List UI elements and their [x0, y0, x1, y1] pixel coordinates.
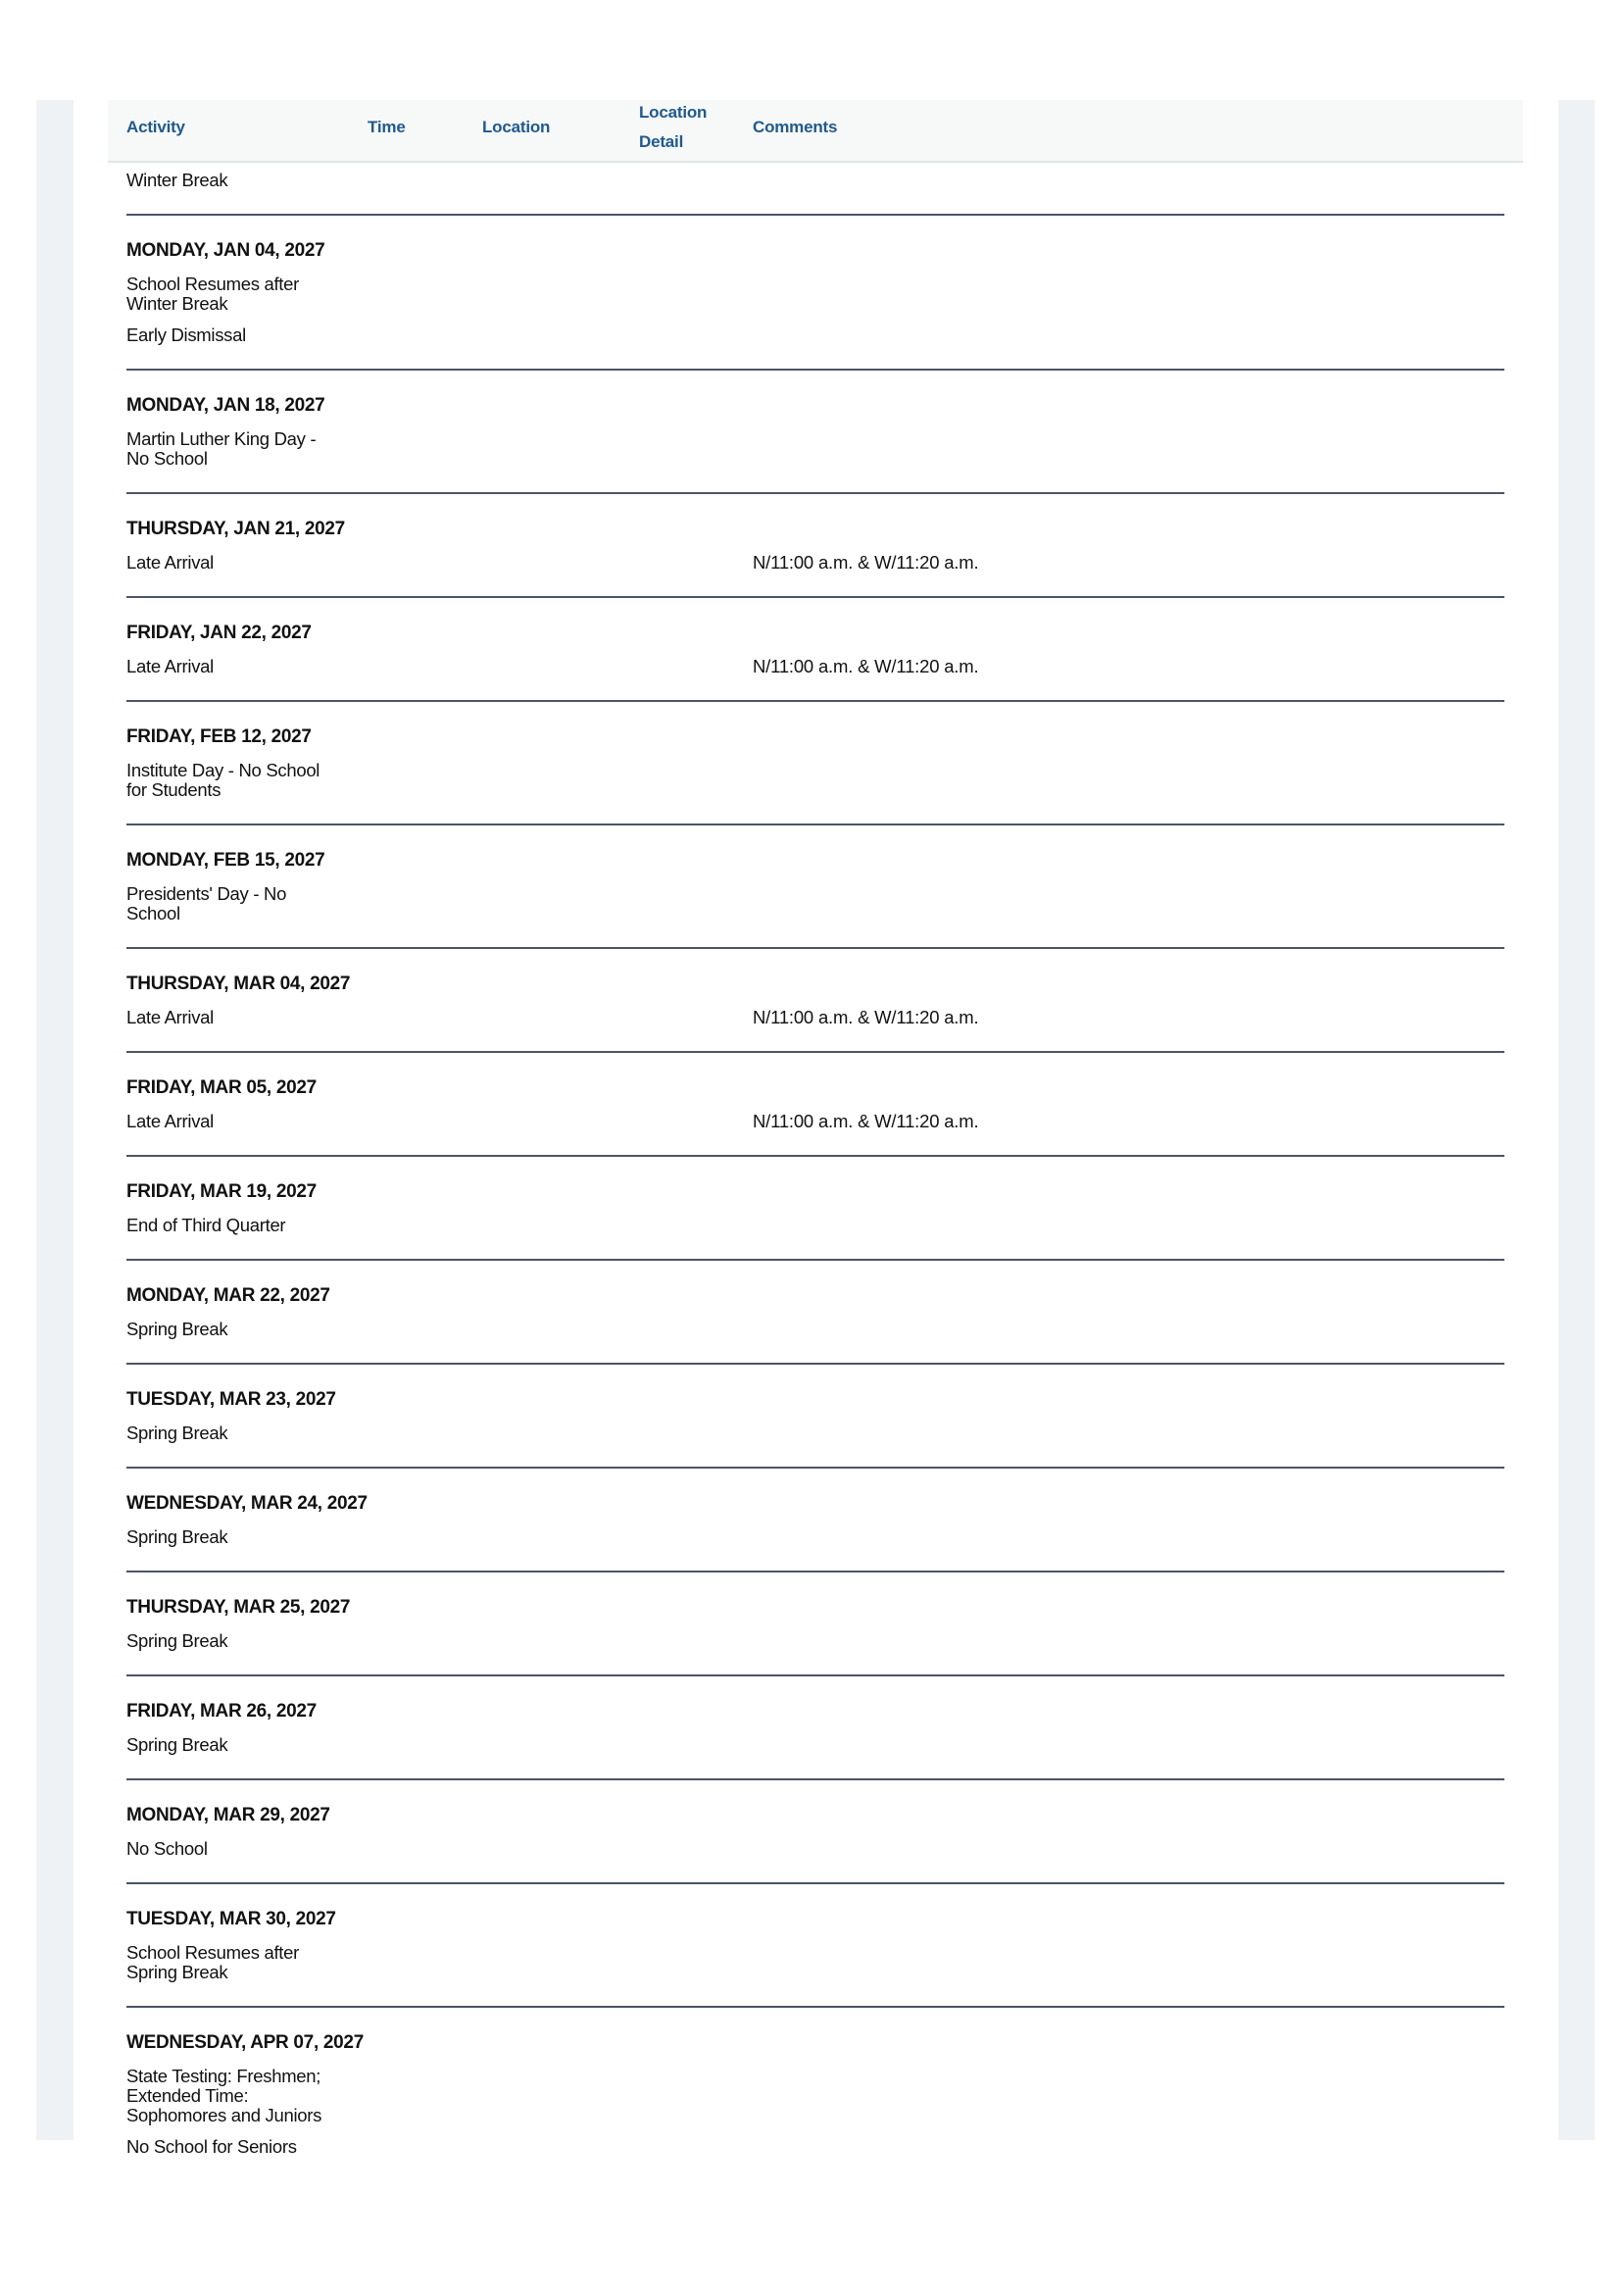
- activity-comment: N/11:00 a.m. & W/11:20 a.m.: [753, 1111, 979, 1131]
- activity-item: [126, 2137, 1504, 2157]
- page-frame: [36, 100, 1595, 2157]
- event-row: [126, 371, 1504, 494]
- activity-name[interactable]: Winter Break: [126, 170, 228, 190]
- activity-item: [126, 657, 1504, 676]
- event-row: [126, 1780, 1504, 1884]
- activity-name[interactable]: Spring Break: [126, 1526, 228, 1547]
- activity-item: [126, 1112, 1504, 1131]
- activity-name[interactable]: Late Arrival: [126, 552, 214, 573]
- event-row: [126, 1676, 1504, 1780]
- event-row: [126, 163, 1504, 216]
- event-date: FRIDAY, FEB 12, 2027: [126, 726, 312, 747]
- activity-name[interactable]: Institute Day - No School for Students: [126, 760, 320, 800]
- event-row: [126, 216, 1504, 371]
- activity-item: [126, 1216, 1504, 1235]
- event-list: [126, 163, 1504, 2180]
- activity-item: [126, 1423, 1504, 1443]
- activity-item: [126, 1008, 1504, 1027]
- event-row: [126, 1157, 1504, 1261]
- activity-name[interactable]: No School: [126, 1838, 208, 1859]
- activity-item: [126, 1943, 1504, 1982]
- activity-item: [126, 1320, 1504, 1339]
- activity-name[interactable]: Spring Break: [126, 1734, 228, 1755]
- activity-name[interactable]: Martin Luther King Day - No School: [126, 428, 317, 469]
- header-activity[interactable]: Activity: [126, 118, 185, 136]
- event-row: [126, 494, 1504, 598]
- event-row: [126, 2008, 1504, 2180]
- event-row: [126, 1365, 1504, 1469]
- activity-item: [126, 1527, 1504, 1547]
- event-date: MONDAY, MAR 29, 2027: [126, 1805, 330, 1825]
- activity-name[interactable]: Late Arrival: [126, 1007, 214, 1027]
- activity-name[interactable]: Presidents' Day - No School: [126, 883, 287, 923]
- event-row: [126, 1053, 1504, 1157]
- event-date: FRIDAY, MAR 05, 2027: [126, 1077, 317, 1098]
- activity-item: [126, 325, 1504, 345]
- event-date: MONDAY, MAR 22, 2027: [126, 1285, 330, 1306]
- header-location-detail-line1[interactable]: Location: [639, 103, 708, 122]
- activity-name[interactable]: Late Arrival: [126, 656, 214, 676]
- header-time[interactable]: Time: [368, 118, 406, 136]
- activity-name[interactable]: No School for Seniors: [126, 2136, 297, 2157]
- event-row: [126, 1572, 1504, 1676]
- content-panel: [74, 100, 1558, 2157]
- header-location-detail-line2[interactable]: Detail: [639, 132, 684, 151]
- event-row: [126, 1884, 1504, 2008]
- activity-name[interactable]: State Testing: Freshmen; Extended Time: Sophomores and Juniors: [126, 2066, 322, 2125]
- activity-name[interactable]: Late Arrival: [126, 1111, 214, 1131]
- activity-name[interactable]: Spring Break: [126, 1319, 228, 1339]
- event-date: TUESDAY, MAR 30, 2027: [126, 1909, 336, 1929]
- activity-item: [126, 1839, 1504, 1859]
- event-date: THURSDAY, JAN 21, 2027: [126, 519, 345, 539]
- activity-name[interactable]: Spring Break: [126, 1630, 228, 1651]
- activity-comment: N/11:00 a.m. & W/11:20 a.m.: [753, 552, 979, 573]
- activity-comment: N/11:00 a.m. & W/11:20 a.m.: [753, 1007, 979, 1027]
- event-row: [126, 598, 1504, 702]
- activity-item: [126, 553, 1504, 573]
- event-row: [126, 1261, 1504, 1365]
- activity-name[interactable]: School Resumes after Winter Break: [126, 274, 300, 314]
- event-date: FRIDAY, JAN 22, 2027: [126, 623, 312, 643]
- activity-item: [126, 1631, 1504, 1651]
- activity-item: [126, 884, 1504, 923]
- activity-name[interactable]: Spring Break: [126, 1423, 228, 1443]
- header-comments[interactable]: Comments: [753, 118, 838, 136]
- event-row: [126, 702, 1504, 825]
- activity-item: [126, 429, 1504, 469]
- activity-item: [126, 2067, 1504, 2125]
- event-date: FRIDAY, MAR 19, 2027: [126, 1181, 317, 1202]
- activity-item: [126, 275, 1504, 314]
- activity-item: [126, 171, 1504, 190]
- event-date: WEDNESDAY, MAR 24, 2027: [126, 1493, 368, 1514]
- activity-item: [126, 1735, 1504, 1755]
- event-date: MONDAY, FEB 15, 2027: [126, 850, 325, 871]
- activity-name[interactable]: Early Dismissal: [126, 324, 246, 345]
- activity-item: [126, 761, 1504, 800]
- activity-name[interactable]: School Resumes after Spring Break: [126, 1942, 300, 1982]
- event-row: [126, 949, 1504, 1053]
- event-date: THURSDAY, MAR 04, 2027: [126, 973, 351, 994]
- event-date: THURSDAY, MAR 25, 2027: [126, 1597, 351, 1618]
- event-date: MONDAY, JAN 04, 2027: [126, 240, 325, 261]
- event-date: TUESDAY, MAR 23, 2027: [126, 1389, 336, 1410]
- activity-comment: N/11:00 a.m. & W/11:20 a.m.: [753, 656, 979, 676]
- header-location[interactable]: Location: [482, 118, 551, 136]
- table-header: [108, 100, 1523, 163]
- event-row: [126, 825, 1504, 949]
- event-date: FRIDAY, MAR 26, 2027: [126, 1701, 317, 1722]
- event-date: MONDAY, JAN 18, 2027: [126, 395, 325, 416]
- event-date: WEDNESDAY, APR 07, 2027: [126, 2032, 364, 2053]
- activity-name[interactable]: End of Third Quarter: [126, 1215, 286, 1235]
- event-row: [126, 1469, 1504, 1572]
